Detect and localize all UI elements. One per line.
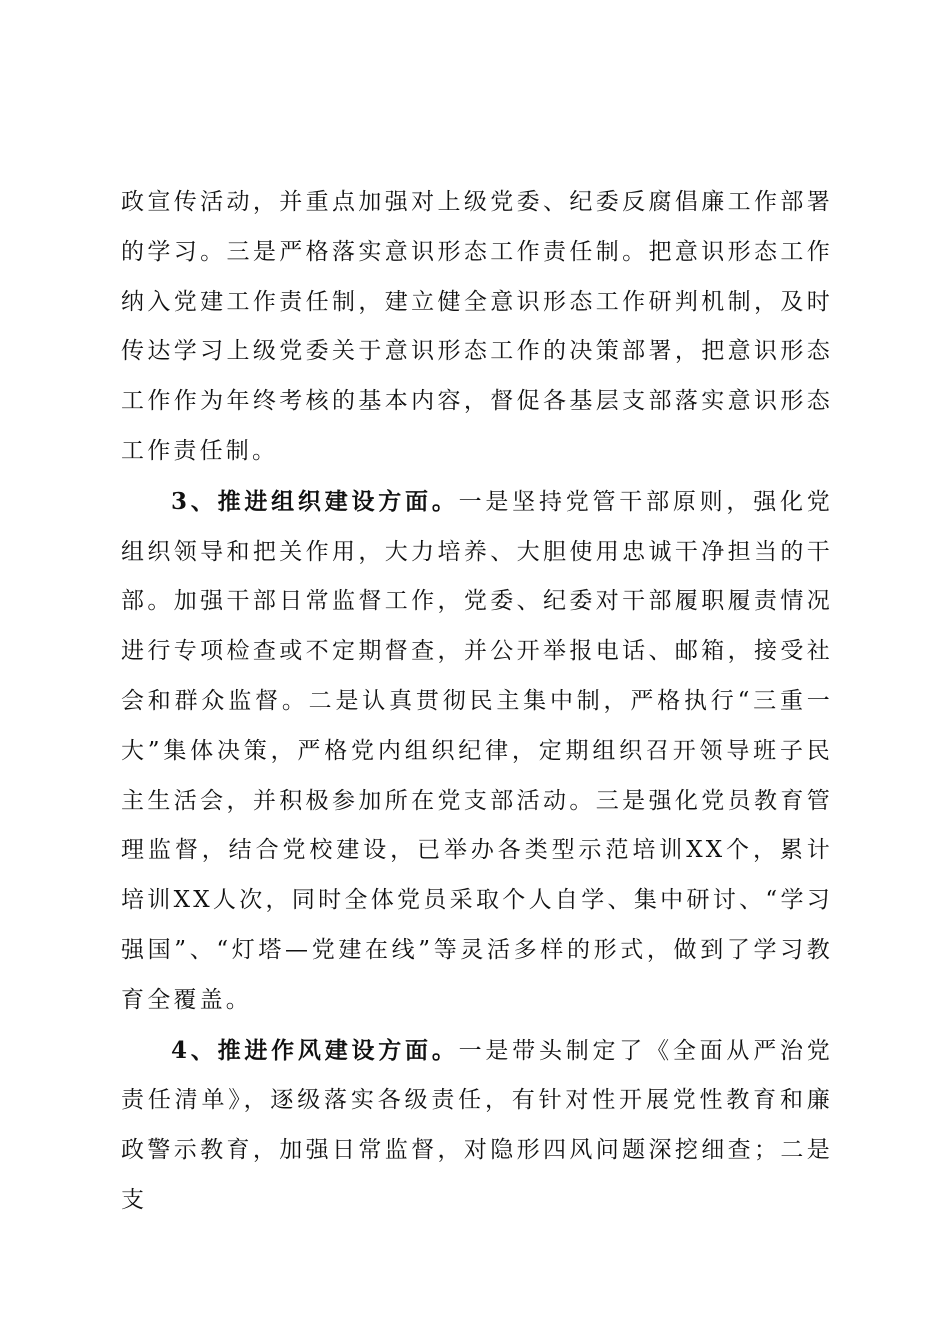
document-body — [121, 177, 833, 1226]
paragraph-1 — [121, 177, 833, 477]
paragraph-1-text: 政宣传活动，并重点加强对上级党委、纪委反腐倡廉工作部署的学习。三是严格落实意识形态工作责任制。把意识形态工作纳入党建工作责任制，建立健全意识形态工作研判机制，及时传达学习上级党委关于意识形态工作的决策部署，把意识形态工作作为年终考核的基本内容，督促各基层支部落实意识形态工作责任制。 — [121, 189, 833, 464]
paragraph-3-heading: 4、推进作风建设方面。 — [171, 1036, 459, 1064]
paragraph-3-text: 一是带头制定了《全面从严治党责任清单》，逐级落实各级责任，有针对性开展党性教育和廉政警示教育，加强日常监督，对隐形四风问题深挖细查；二是支 — [121, 1037, 833, 1213]
paragraph-2 — [121, 477, 833, 1026]
paragraph-2-heading: 3、推进组织建设方面。 — [171, 487, 459, 515]
paragraph-3 — [121, 1026, 833, 1226]
paragraph-2-text: 一是坚持党管干部原则，强化党组织领导和把关作用，大力培养、大胆使用忠诚干净担当的干部。加强干部日常监督工作，党委、纪委对干部履职履责情况进行专项检查或不定期督查，并公开举报电话、邮箱，接受社会和群众监督。二是认真贯彻民主集中制，严格执行“三重一大”集体决策，严格党内组织纪律，定期组织召开领导班子民主生活会，并积极参加所在党支部活动。三是强化党员教育管理监督，结合党校建设，已举办各类型示范培训XX个，累计培训XX人次，同时全体党员采取个人自学、集中研讨、“学习强国”、“灯塔—党建在线”等灵活多样的形式，做到了学习教育全覆盖。 — [121, 488, 833, 1013]
